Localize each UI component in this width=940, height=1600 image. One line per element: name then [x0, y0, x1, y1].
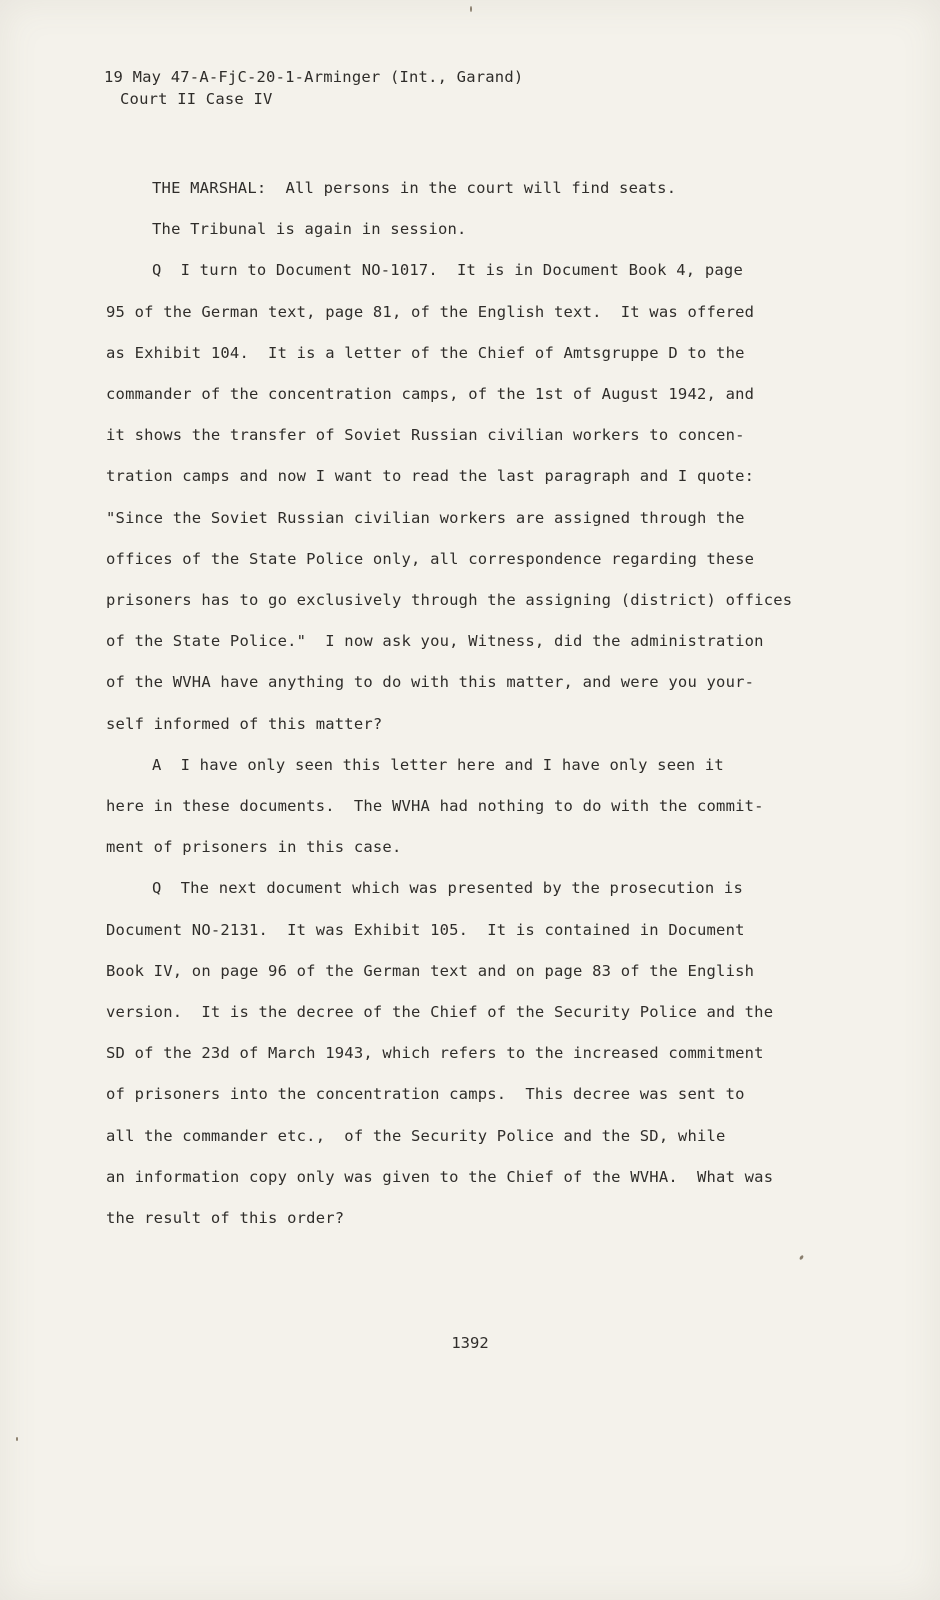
- transcript-body: [106, 168, 846, 1239]
- text-line: tration camps and now I want to read the last paragraph and I quote:: [106, 467, 755, 486]
- text-line: commander of the concentration camps, of the 1st of August 1942, and: [106, 385, 755, 404]
- text-line: "Since the Soviet Russian civilian workers are assigned through the: [106, 508, 745, 527]
- page-number: 1392: [451, 1334, 489, 1352]
- text-line: SD of the 23d of March 1943, which refers to the increased commitment: [106, 1044, 764, 1063]
- paragraph-tribunal-session: [106, 209, 846, 250]
- text-line: an information copy only was given to the Chief of the WVHA. What was: [106, 1167, 774, 1186]
- text-line: offices of the State Police only, all correspondence regarding these: [106, 549, 755, 568]
- text-line: Book IV, on page 96 of the German text and on page 83 of the English: [106, 961, 755, 980]
- paper-speck: [470, 6, 472, 12]
- text-line: the result of this order?: [106, 1209, 345, 1228]
- text-line: Q The next document which was presented by the prosecution is: [152, 879, 743, 898]
- paragraph-marshal: [106, 168, 846, 209]
- text-line: ment of prisoners in this case.: [106, 838, 402, 857]
- header-reference-line: 19 May 47-A-FjC-20-1-Arminger (Int., Garand): [104, 68, 524, 86]
- text-line: here in these documents. The WVHA had nothing to do with the commit-: [106, 797, 764, 816]
- text-line: THE MARSHAL: All persons in the court will find seats.: [152, 179, 677, 197]
- text-line: of the WVHA have anything to do with this matter, and were you your-: [106, 673, 755, 692]
- paper-speck: [16, 1437, 18, 1441]
- text-line: 95 of the German text, page 81, of the English text. It was offered: [106, 302, 755, 321]
- text-line: self informed of this matter?: [106, 714, 383, 733]
- text-line: version. It is the decree of the Chief of the Security Police and the: [106, 1003, 774, 1022]
- text-line: of prisoners into the concentration camps. This decree was sent to: [106, 1085, 745, 1104]
- text-line: A I have only seen this letter here and I have only seen it: [152, 755, 724, 774]
- text-line: prisoners has to go exclusively through the assigning (district) offices: [106, 591, 793, 610]
- text-line: Document NO-2131. It was Exhibit 105. It is contained in Document: [106, 920, 745, 939]
- text-line: Q I turn to Document NO-1017. It is in Document Book 4, page: [152, 261, 743, 280]
- text-line: as Exhibit 104. It is a letter of the Chief of Amtsgruppe D to the: [106, 343, 745, 362]
- header-court-case-line: Court II Case IV: [120, 90, 273, 108]
- paper-speck: [799, 1255, 804, 1261]
- paragraph-question-2: [106, 868, 846, 1239]
- text-line: The Tribunal is again in session.: [152, 220, 467, 239]
- paragraph-answer-1: [106, 745, 846, 869]
- document-header: [104, 66, 523, 110]
- paragraph-question-1: [106, 250, 846, 744]
- text-line: it shows the transfer of Soviet Russian civilian workers to concen-: [106, 426, 745, 445]
- text-line: all the commander etc., of the Security Police and the SD, while: [106, 1126, 726, 1145]
- text-line: of the State Police." I now ask you, Witness, did the administration: [106, 632, 764, 651]
